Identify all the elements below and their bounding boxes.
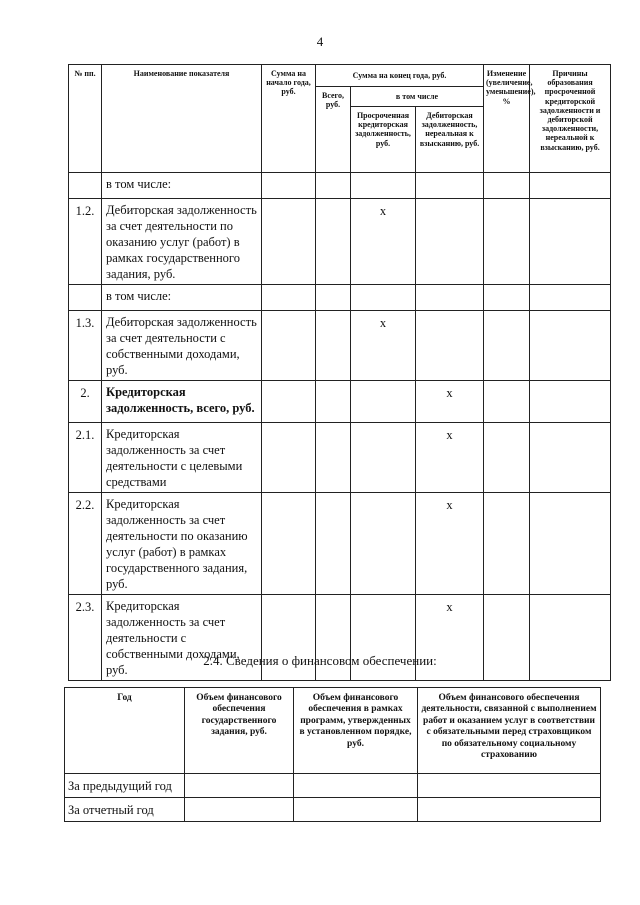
- cell-uncollectible: [416, 173, 484, 199]
- cell-reasons: [530, 285, 611, 311]
- receivables-payables-table: [68, 64, 611, 681]
- cell-start-amount: [262, 493, 316, 595]
- page-number: 4: [316, 34, 324, 49]
- cell-reasons: [530, 381, 611, 423]
- table-row: [69, 381, 611, 423]
- header-including: в том числе: [351, 87, 484, 107]
- row-number: 2.: [69, 381, 102, 423]
- table-row: [69, 423, 611, 493]
- table-row: [69, 173, 611, 199]
- cell-state-task-volume: [185, 798, 294, 822]
- cell-uncollectible: х: [416, 493, 484, 595]
- header-state-task-volume: Объем финансового обеспечения государственного задания, руб.: [185, 688, 294, 774]
- cell-start-amount: [262, 173, 316, 199]
- row-indicator-name: Дебиторская задолженность за счет деятельности по оказанию услуг (работ) в рамках государственного задания, руб.: [102, 199, 262, 285]
- cell-insurance-volume: [418, 774, 601, 798]
- cell-change: [484, 493, 530, 595]
- cell-total: [316, 173, 351, 199]
- cell-total: [316, 285, 351, 311]
- cell-overdue: [351, 493, 416, 595]
- table-row: [69, 493, 611, 595]
- row-year-label: За отчетный год: [65, 798, 185, 822]
- cell-change: [484, 285, 530, 311]
- table-row: [69, 311, 611, 381]
- cell-state-task-volume: [185, 774, 294, 798]
- financial-support-table: [64, 687, 601, 822]
- row-indicator-name: Кредиторская задолженность за счет деятельности с собственными доходами, руб.: [102, 595, 262, 681]
- cell-total: [316, 423, 351, 493]
- header-indicator-name: Наименование показателя: [102, 65, 262, 173]
- row-indicator-name: Кредиторская задолженность за счет деятельности с целевыми средствами: [102, 423, 262, 493]
- cell-overdue: [351, 173, 416, 199]
- cell-total: [316, 199, 351, 285]
- row-indicator-name: Кредиторская задолженность, всего, руб.: [102, 381, 262, 423]
- cell-change: [484, 423, 530, 493]
- cell-total: [316, 493, 351, 595]
- header-overdue: Просроченная кредиторская задолженность, руб.: [351, 107, 416, 173]
- cell-start-amount: [262, 311, 316, 381]
- row-indicator-name: Кредиторская задолженность за счет деятельности по оказанию услуг (работ) в рамках государственного задания, руб.: [102, 493, 262, 595]
- cell-overdue: [351, 285, 416, 311]
- cell-total: [316, 311, 351, 381]
- cell-uncollectible: [416, 311, 484, 381]
- cell-uncollectible: х: [416, 381, 484, 423]
- cell-start-amount: [262, 423, 316, 493]
- cell-change: [484, 199, 530, 285]
- header-year: Год: [65, 688, 185, 774]
- cell-overdue: [351, 423, 416, 493]
- header-total: Всего, руб.: [316, 87, 351, 173]
- cell-uncollectible: х: [416, 423, 484, 493]
- cell-start-amount: [262, 285, 316, 311]
- table-row: [65, 798, 601, 822]
- cell-reasons: [530, 173, 611, 199]
- table-row: [65, 774, 601, 798]
- header-reasons: Причины образования просроченной кредиторской задолженности и дебиторской задолженности, нереальной к взысканию, руб.: [530, 65, 611, 173]
- row-year-label: За предыдущий год: [65, 774, 185, 798]
- row-number: 2.2.: [69, 493, 102, 595]
- row-number: 2.1.: [69, 423, 102, 493]
- row-number: 2.3.: [69, 595, 102, 681]
- row-number: [69, 173, 102, 199]
- header-end-amount-group: Сумма на конец года, руб.: [316, 65, 484, 87]
- cell-uncollectible: [416, 285, 484, 311]
- cell-reasons: [530, 311, 611, 381]
- cell-overdue: х: [351, 199, 416, 285]
- header-change: Изменение (увеличение, уменьшение), %: [484, 65, 530, 173]
- section-title: 2.4. Сведения о финансовом обеспечении:: [203, 653, 437, 668]
- row-number: 1.2.: [69, 199, 102, 285]
- header-programs-volume: Объем финансового обеспечения в рамках программ, утвержденных в установленном порядке, руб.: [294, 688, 418, 774]
- cell-overdue: х: [351, 311, 416, 381]
- header-uncollectible: Дебиторская задолженность, нереальная к взысканию, руб.: [416, 107, 484, 173]
- table-row: [69, 199, 611, 285]
- cell-reasons: [530, 423, 611, 493]
- cell-change: [484, 311, 530, 381]
- cell-start-amount: [262, 199, 316, 285]
- cell-reasons: [530, 199, 611, 285]
- cell-change: [484, 381, 530, 423]
- cell-start-amount: [262, 381, 316, 423]
- cell-insurance-volume: [418, 798, 601, 822]
- header-num: № пп.: [69, 65, 102, 173]
- cell-uncollectible: х: [416, 595, 484, 681]
- row-number: 1.3.: [69, 311, 102, 381]
- row-indicator-name: в том числе:: [102, 285, 262, 311]
- cell-reasons: [530, 493, 611, 595]
- row-number: [69, 285, 102, 311]
- cell-programs-volume: [294, 774, 418, 798]
- cell-change: [484, 173, 530, 199]
- cell-uncollectible: [416, 199, 484, 285]
- cell-total: [316, 381, 351, 423]
- header-start-amount: Сумма на начало года, руб.: [262, 65, 316, 173]
- row-indicator-name: в том числе:: [102, 173, 262, 199]
- header-insurance-volume: Объем финансового обеспечения деятельности, связанной с выполнением работ и оказанием услуг в соответствии с обязательными перед страховщиком по обязательному социальному страхованию: [418, 688, 601, 774]
- cell-overdue: [351, 381, 416, 423]
- row-indicator-name: Дебиторская задолженность за счет деятельности с собственными доходами, руб.: [102, 311, 262, 381]
- cell-programs-volume: [294, 798, 418, 822]
- table-row: [69, 285, 611, 311]
